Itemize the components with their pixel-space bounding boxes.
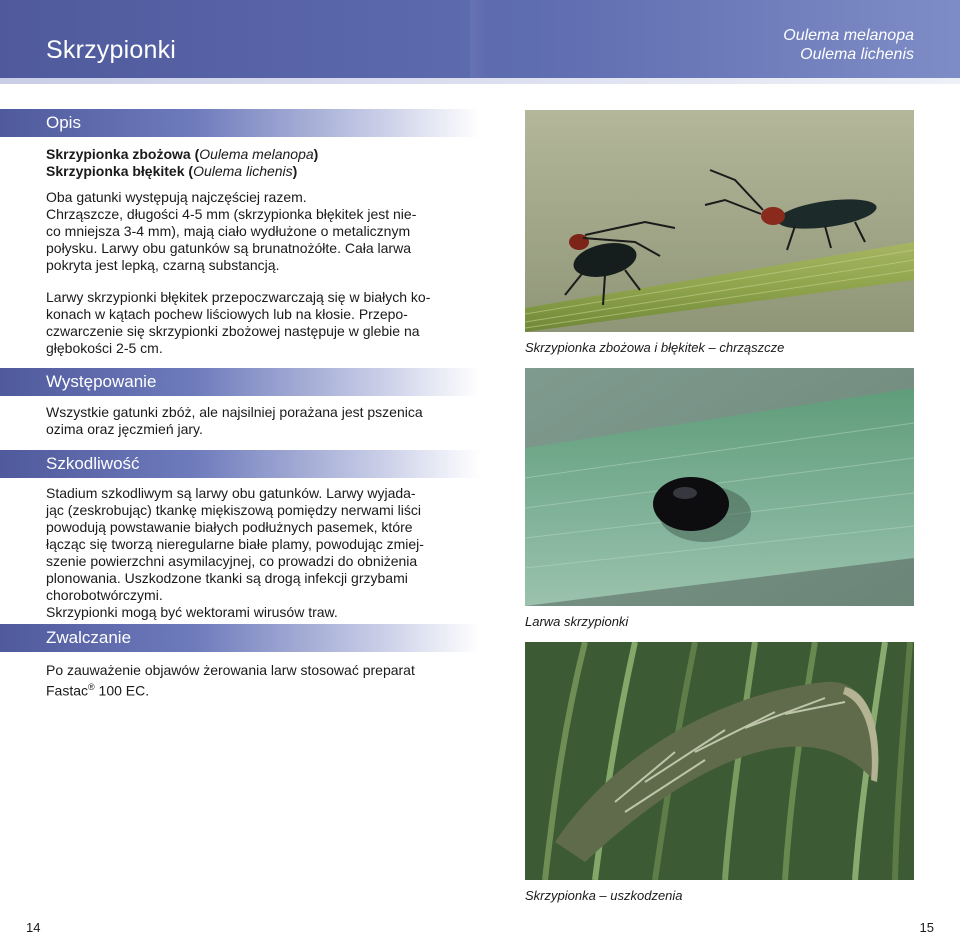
damage-image [525,642,914,880]
header-stripe [0,78,960,84]
section-bar-wystepowanie [0,368,480,396]
page-header [0,0,960,78]
latin-names [783,26,914,64]
page-number-left: 14 [26,920,41,935]
larva [653,477,729,531]
larva-highlight [673,487,697,499]
caption-photo-2: Larwa skrzypionki [525,614,629,629]
wystepowanie-paragraph: Wszystkie gatunki zbóż, ale najsilniej porażana jest pszenica ozima oraz jęczmień jary. [46,404,423,437]
caption-photo-1: Skrzypionka zbożowa i błękitek – chrząszcze [525,340,785,355]
zwalczanie-paragraph: Po zauważenie objawów żerowania larw stosować preparat Fastac® 100 EC. [46,662,415,699]
beetle-2-thorax [569,234,589,250]
photo-damage [525,642,914,880]
species-1: Skrzypionka zbożowa (Oulema melanopa) [46,146,319,162]
photo-larva [525,368,914,606]
szkodliwosc-paragraph: Stadium szkodliwym są larwy obu gatunków. Larwy wyjada- jąc (zeskrobując) tkankę miękiszową pomiędzy nerwami liści powodują powstawanie białych podłużnych pasemek, które łącząc się tworzą nieregularne białe plamy, powodując zmiej- szenie powierzchni asymilacyjnej, co prowadzi do obniżenia plonowania. Uszkodzone tkanki są drogą infekcji grzybami chorobotwórczymi. Skrzypionki mogą być wektorami wirusów traw. [46,485,424,620]
section-title-opis: Opis [46,113,81,132]
section-bar-opis [0,109,480,137]
latin-name-2: Oulema lichenis [800,46,914,63]
section-title-wystepowanie: Występowanie [46,372,157,391]
photo-beetles [525,110,914,332]
latin-name-1: Oulema melanopa [783,27,914,44]
larva-image [525,368,914,606]
beetle-1-thorax [761,207,785,225]
page-title: Skrzypionki [46,36,177,64]
section-title-zwalczanie: Zwalczanie [46,628,132,647]
beetles-image [525,110,914,332]
species-names [46,146,436,180]
species-2: Skrzypionka błękitek (Oulema lichenis) [46,163,298,179]
section-title-szkodliwosc: Szkodliwość [46,454,140,473]
page-number-right: 15 [919,920,934,935]
section-bar-szkodliwosc [0,450,480,478]
opis-paragraph-1: Oba gatunki występują najczęściej razem. Chrząszcze, długości 4-5 mm (skrzypionka błękitek jest nie- co mniejsza 3-4 mm), mają ciało wydłużone o metalicznym połysku. Larwy obu gatunków są brunatnożółte. Cała larwa pokryta jest lepką, czarną substancją. [46,189,417,273]
opis-paragraph-2: Larwy skrzypionki błękitek przepoczwarczają się w białych ko- konach w kątach pochew liściowych lub na kłosie. Przepo- czwarczenie się skrzypionki zbożowej następuje w glebie na głębokości 2-5 cm. [46,289,431,356]
caption-photo-3: Skrzypionka – uszkodzenia [525,888,683,903]
section-bar-zwalczanie [0,624,480,652]
header-accent [470,0,490,78]
